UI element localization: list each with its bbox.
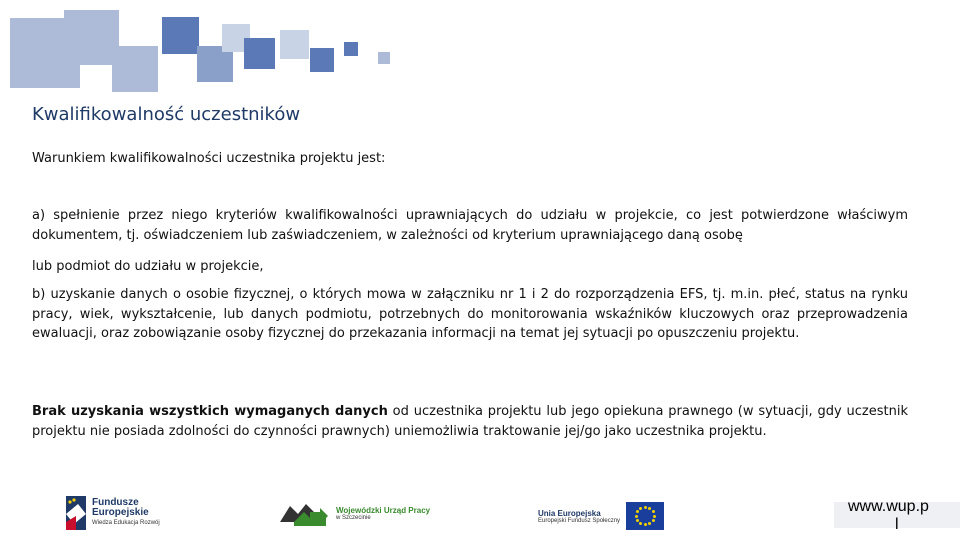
decor-square bbox=[244, 38, 275, 69]
closing-paragraph bbox=[32, 402, 908, 441]
decor-square bbox=[112, 46, 158, 92]
decor-square bbox=[378, 52, 390, 64]
decor-square bbox=[344, 42, 358, 56]
decor-square bbox=[162, 17, 199, 54]
unia-europejska-logo bbox=[538, 502, 664, 530]
point-a-continuation: lub podmiot do udziału w projekcie, bbox=[32, 259, 264, 274]
wup-logo-city: w Szczecinie bbox=[336, 514, 371, 521]
fe-logo-line3: Wiedza Edukacja Rozwój bbox=[92, 520, 160, 526]
eu-flag-icon bbox=[626, 502, 664, 530]
slide-title: Kwalifikowalność uczestników bbox=[32, 104, 301, 125]
point-b-text: b) uzyskanie danych o osobie fizycznej, o których mowa w załączniku nr 1 i 2 do rozporządzenia EFS, tj. m.in. płeć, status na rynku pracy, wiek, wykształcenie, lub danych podmiotu, potrzebnych do monitorowania wskaźników kluczowych oraz przeprowadzenia ewaluacji, oraz zobowiązanie osoby fizycznej do przekazania informacji na temat jej sytuacji po opuszczeniu projektu. bbox=[32, 287, 908, 341]
website-url[interactable]: www.wup.p bbox=[848, 498, 929, 515]
intro-text: Warunkiem kwalifikowalności uczestnika projektu jest: bbox=[32, 151, 386, 166]
closing-bold-text: Brak uzyskania wszystkich wymaganych danych bbox=[32, 404, 388, 419]
website-url-continuation[interactable]: l bbox=[895, 516, 899, 533]
wup-logo-icon bbox=[280, 500, 328, 526]
wup-logo bbox=[280, 500, 430, 526]
decor-square bbox=[64, 10, 119, 65]
decor-square bbox=[310, 48, 334, 72]
decor-square bbox=[280, 30, 309, 59]
fe-logo-line1: Fundusze bbox=[92, 497, 139, 508]
fe-logo-line2: Europejskie bbox=[92, 507, 149, 518]
fundusze-europejskie-logo bbox=[64, 494, 160, 532]
wup-logo-name: Wojewódzki Urząd Pracy bbox=[336, 505, 431, 515]
ue-logo-sub: Europejski Fundusz Społeczny bbox=[538, 517, 621, 524]
ue-logo-name: Unia Europejska bbox=[538, 508, 601, 518]
point-a-text: a) spełnienie przez niego kryteriów kwalifikowalności uprawniających do udziału w projekcie, co jest potwierdzone właściwym dokumentem, tj. oświadczeniem lub zaświadczeniem, w zależności od kryterium uprawniającego daną osobę bbox=[32, 208, 908, 243]
closing-rest-text: od uczestnika projektu lub jego opiekuna prawnego (w sytuacji, gdy uczestnik projektu nie posiada zdolności do czynności prawnych) uniemożliwia traktowanie jej/go jako uczestnika projektu. bbox=[32, 404, 908, 439]
fe-logo-icon bbox=[64, 494, 88, 532]
